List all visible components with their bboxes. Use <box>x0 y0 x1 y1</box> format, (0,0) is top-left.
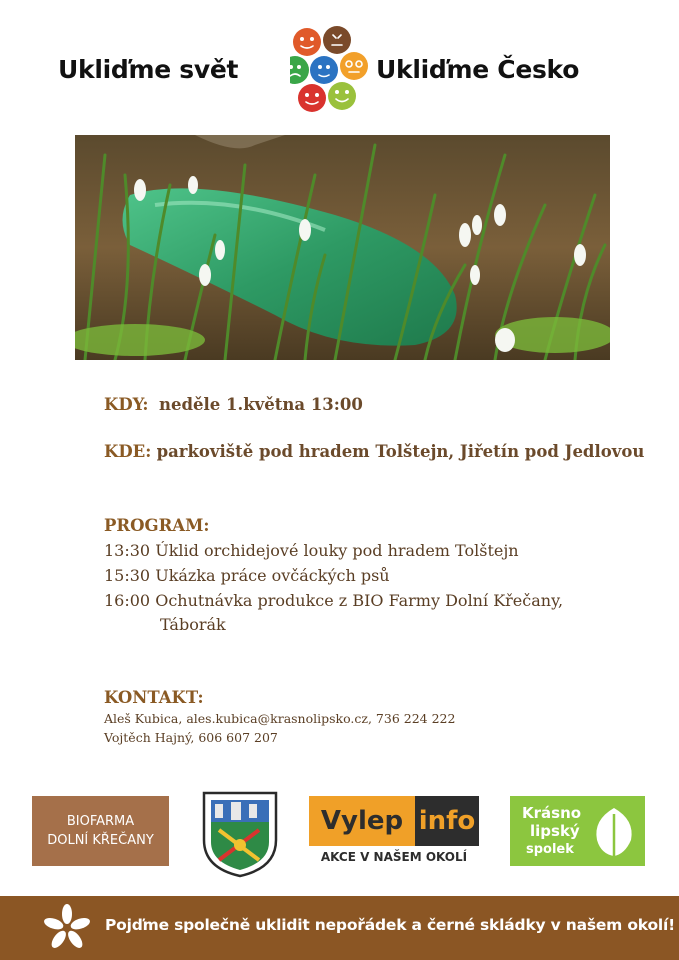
krasnolipsky-spolek-logo <box>510 796 645 866</box>
program-item <box>104 591 563 610</box>
contact-heading: KONTAKT: <box>104 688 204 707</box>
when-label: KDY: <box>104 395 149 414</box>
when-row <box>104 395 363 414</box>
footer-banner <box>0 896 679 960</box>
campaign-title-right: Ukliďme Česko <box>376 55 580 84</box>
snowdrops-litter-photo <box>75 135 610 360</box>
footer-slogan: Pojďme společně uklidit nepořádek a černé skládky v našem okolí! <box>105 916 676 934</box>
program-text: Ukázka práce ovčáckých psů <box>155 566 390 585</box>
flower-emblem-icon <box>40 902 94 954</box>
program-item <box>104 541 519 560</box>
krasno-line: lipský <box>530 822 580 840</box>
contact-line: Vojtěch Hajný, 606 607 207 <box>104 730 278 745</box>
biofarma-logo <box>32 796 169 866</box>
when-value: neděle 1.května 13:00 <box>158 395 363 414</box>
program-time: 13:30 <box>104 541 151 560</box>
campaign-faces-logo <box>290 26 370 114</box>
program-heading: PROGRAM: <box>104 516 210 535</box>
krasno-line: Krásno <box>522 804 582 822</box>
biofarma-line: DOLNÍ KŘEČANY <box>47 833 154 848</box>
program-time: 16:00 <box>104 591 151 610</box>
municipal-crest-icon <box>201 790 279 878</box>
vylep-text: Vylep <box>309 796 415 846</box>
program-text: Úklid orchidejové louky pod hradem Tolštejn <box>155 541 519 560</box>
program-text: Ochutnávka produkce z BIO Farmy Dolní Křečany, <box>155 591 564 610</box>
krasno-line: spolek <box>526 842 574 857</box>
where-row <box>104 442 644 461</box>
program-continuation: Táborák <box>160 615 226 634</box>
program-item <box>104 566 390 585</box>
program-time: 15:30 <box>104 566 151 585</box>
contact-line: Aleš Kubica, ales.kubica@krasnolipsko.cz, 736 224 222 <box>104 711 456 726</box>
biofarma-line: BIOFARMA <box>66 814 135 829</box>
vylep-subtitle: AKCE V NAŠEM OKOLÍ <box>320 850 468 864</box>
leaf-icon <box>591 806 637 858</box>
where-label: KDE: <box>104 442 152 461</box>
campaign-title-left: Ukliďme svět <box>58 55 239 84</box>
where-value: parkoviště pod hradem Tolštejn, Jiřetín pod Jedlovou <box>156 442 645 461</box>
vylepinfo-logo <box>309 796 479 868</box>
info-text: info <box>415 796 479 846</box>
